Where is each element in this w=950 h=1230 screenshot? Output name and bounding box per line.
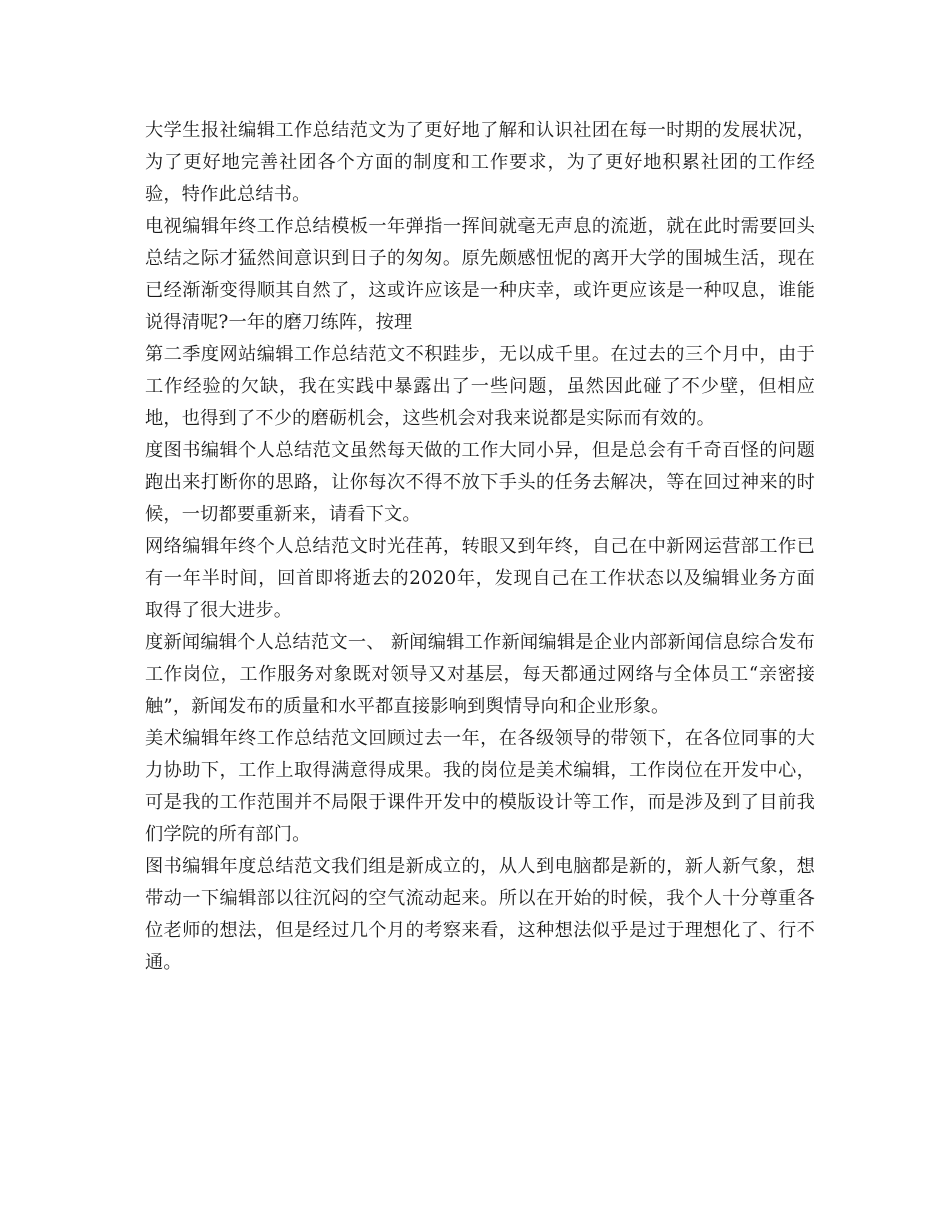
paragraph-8: 图书编辑年度总结范文我们组是新成立的，从人到电脑都是新的，新人新气象，想带动一下编辑部以往沉闷的空气流动起来。所以在开始的时候，我个人十分尊重各位老师的想法，但是经过几个月的考察来看，这种想法似乎是过于理想化了、行不通。: [145, 856, 815, 973]
paragraph-1: 大学生报社编辑工作总结范文为了更好地了解和认识社团在每一时期的发展状况，为了更好地完善社团各个方面的制度和工作要求，为了更好地积累社团的工作经验，特作此总结书。: [145, 120, 815, 205]
paragraph-4: 度图书编辑个人总结范文虽然每天做的工作大同小异，但是总会有千奇百怪的问题跑出来打断你的思路，让你每次不得不放下手头的任务去解决，等在回过神来的时候，一切都要重新来，请看下文。: [145, 440, 815, 525]
paragraph-5: 网络编辑年终个人总结范文时光荏苒，转眼又到年终，自己在中新网运营部工作已有一年半时间，回首即将逝去的2020年，发现自己在工作状态以及编辑业务方面取得了很大进步。: [145, 536, 815, 621]
paragraph-3: 第二季度网站编辑工作总结范文不积跬步，无以成千里。在过去的三个月中，由于工作经验的欠缺，我在实践中暴露出了一些问题，虽然因此碰了不少壁，但相应地，也得到了不少的磨砺机会，这些机会对我来说都是实际而有效的。: [145, 344, 815, 429]
paragraph-7: 美术编辑年终工作总结范文回顾过去一年，在各级领导的带领下，在各位同事的大力协助下，工作上取得满意得成果。我的岗位是美术编辑，工作岗位在开发中心，可是我的工作范围并不局限于课件开发中的模版设计等工作，而是涉及到了目前我们学院的所有部门。: [145, 728, 815, 845]
document-body: [145, 115, 815, 979]
paragraph-2: 电视编辑年终工作总结模板一年弹指一挥间就毫无声息的流逝，就在此时需要回头总结之际才猛然间意识到日子的匆匆。原先颇感忸怩的离开大学的围城生活，现在已经渐渐变得顺其自然了，这或许应该是一种庆幸，或许更应该是一种叹息，谁能说得清呢?一年的磨刀练阵，按理: [145, 216, 815, 333]
paragraph-6: 度新闻编辑个人总结范文一、 新闻编辑工作新闻编辑是企业内部新闻信息综合发布工作岗位，工作服务对象既对领导又对基层，每天都通过网络与全体员工“亲密接触”，新闻发布的质量和水平都直接影响到舆情导向和企业形象。: [145, 632, 815, 717]
